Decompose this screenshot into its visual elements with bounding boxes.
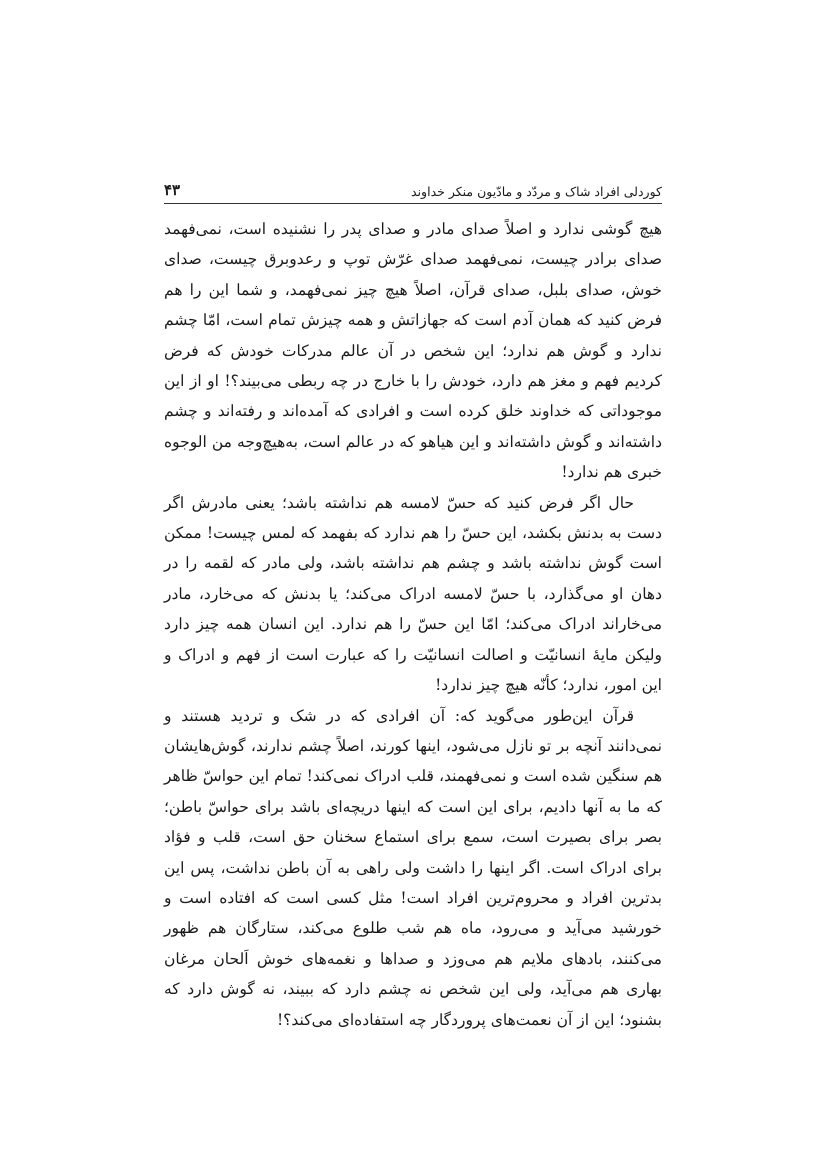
- paragraph-3: قرآن این‌طور می‌گوید که: آن افرادی که در شک و تردید هستند و نمی‌دانند آنچه بر تو نازل می‌شود، اینها کورند، اصلاً چشم ندارند، گوش‌هایشان هم سنگین شده است و نمی‌فهمند، قلب ادراک نمی‌کند! تمام این حواسّ ظاهر که ما به آنها دادیم، برای این است که اینها دریچه‌ای باشد برای حواسّ باطن؛ بصر برای بصیرت است، سمع برای استماع سخنان حق است، قلب و فؤاد برای ادراک است. اگر اینها را داشت ولی راهی به آن باطن نداشت، پس این بدترین افراد و محروم‌ترین افراد است! مثل کسی است که افتاده است و خورشید می‌آید و می‌رود، ماه هم شب طلوع می‌کند، ستارگان هم ظهور می‌کنند، بادهای ملایم هم می‌وزد و صداها و نغمه‌های خوش اَلحان مرغان بهاری هم می‌آید، ولی این شخص نه چشم دارد که ببیند، نه گوش دارد که بشنود؛ این از آن نعمت‌های پروردگار چه استفاده‌ای می‌کند؟!: [164, 706, 662, 1029]
- running-header: [164, 170, 662, 204]
- book-page: [164, 170, 662, 1029]
- body-text: [164, 214, 662, 1035]
- chapter-running-title: کوردلی افراد شاک و مردّد و مادّیون منکر خداوند: [411, 184, 662, 199]
- paragraph-1: هیچ گوشی ندارد و اصلاً صدای مادر و صدای پدر را نشنیده است، نمی‌فهمد صدای برادر چیست، نمی‌فهمد صدای غرّش توپ و رعدوبرق چیست، صدای خوش، صدای بلبل، صدای قرآن، اصلاً هیچ چیز نمی‌فهمد، و شما این را هم فرض کنید که همان آدم است که جهازاتش و همه چیزش تمام است، امّا چشم ندارد و گوش هم ندارد؛ این شخص در آن عالم مدرکات خودش که فرض کردیم فهم و مغز هم دارد، خودش را با خارج در چه ربطی می‌بیند؟! او از این موجوداتی که خداوند خلق کرده است و افرادی که آمده‌اند و رفته‌اند و چشم داشته‌اند و گوش داشته‌اند و این هیاهو که در عالم است، به‌هیچ‌وجه من الوجوه خبری هم ندارد!: [164, 220, 662, 482]
- page-number: ۴۳: [164, 181, 181, 199]
- paragraph-2: حال اگر فرض کنید که حسّ لامسه هم نداشته باشد؛ یعنی مادرش اگر دست به بدنش بکشد، این حسّ را هم ندارد که بفهمد که لمس چیست! ممکن است گوش نداشته باشد و چشم هم نداشته باشد، ولی مادر که لقمه را در دهان او می‌گذارد، با حسّ لامسه ادراک می‌کند؛ یا بدنش که می‌خارد، مادر می‌خاراند ادراک می‌کند؛ امّا این حسّ را هم ندارد. این انسان همه چیز دارد ولیکن مایهٔ انسانیّت و اصالت انسانیّت را که عبارت است از فهم و ادراک و این امور، ندارد؛ کأنّه هیچ چیز ندارد!: [164, 493, 662, 695]
